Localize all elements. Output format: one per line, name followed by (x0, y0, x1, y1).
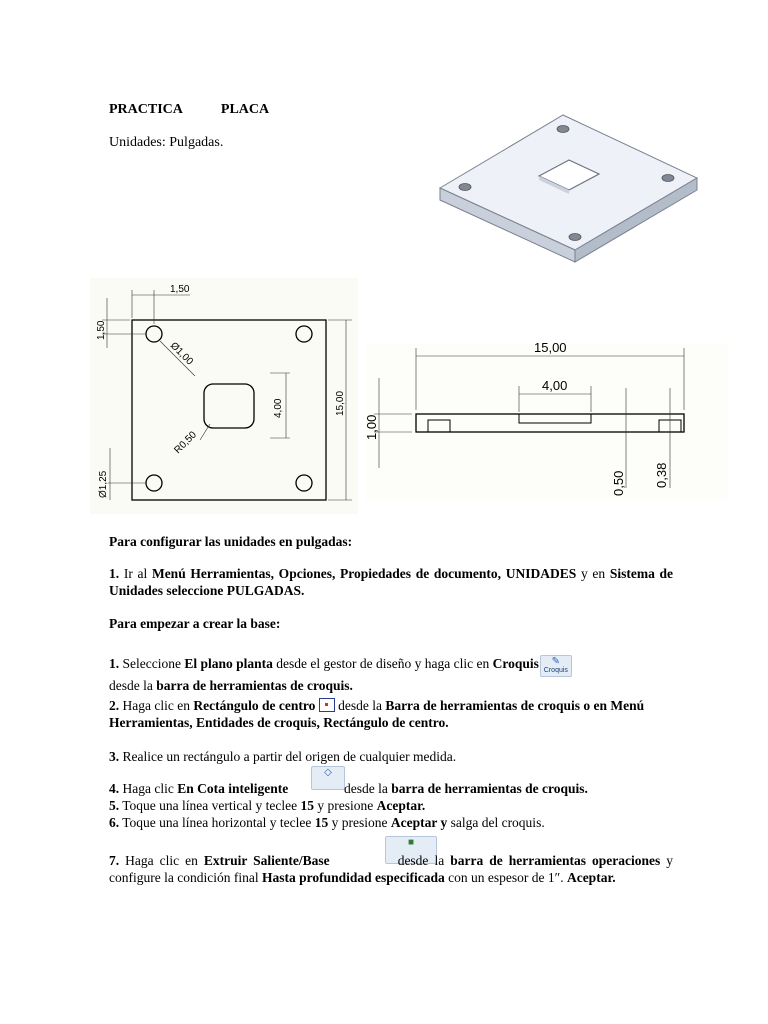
step-text: con un espesor de 1″. (444, 870, 567, 885)
base-heading (109, 615, 673, 632)
document-title (109, 102, 307, 118)
extrude-boss-icon: ■ (385, 836, 437, 864)
base-step-1 (109, 655, 673, 694)
side-view-drawing (366, 338, 728, 503)
step-text: y presione (313, 798, 377, 813)
units-label: Unidades: Pulgadas. (109, 135, 224, 150)
step-number: 2. (109, 698, 120, 713)
dim-left-offset: 1,50 (96, 320, 107, 340)
units-heading (109, 533, 673, 550)
step-text: y en (576, 566, 610, 581)
step-text: y configure la condición final (109, 853, 673, 885)
step-bold-text: Barra de herramientas de croquis o en Menú Herramientas, Entidades de croquis, Rectángulo de centro. (109, 698, 645, 730)
croquis-icon-label: Croquis (543, 667, 568, 674)
step-number: 4. (109, 781, 120, 796)
base-step-6 (109, 814, 673, 831)
croquis-icon: ✎ Croquis (540, 655, 572, 677)
step-text: Haga clic en (119, 853, 204, 868)
step-text: salga del croquis. (447, 815, 545, 830)
smart-dimension-icon: ◇ (311, 766, 345, 790)
step-bold-text: barra de herramientas de croquis. (391, 781, 588, 796)
step-text: desde la (334, 698, 386, 713)
step-number: 3. (109, 749, 120, 764)
step-bold-text: barra de herramientas operaciones (450, 853, 661, 868)
step-number: 6. (109, 815, 120, 830)
step-text: Haga clic en (119, 698, 194, 713)
step-number: 1. (109, 566, 120, 581)
step-bold-text: El plano planta (184, 656, 273, 671)
step-text: desde la (109, 678, 157, 693)
step-text: y presione (328, 815, 391, 830)
dim-height: 15,00 (335, 390, 346, 416)
step-bold-text: Extruir Saliente/Base (203, 853, 330, 868)
dim-top-offset: 1,50 (170, 284, 190, 295)
base-step-7 (109, 852, 673, 886)
base-step-3 (109, 748, 673, 765)
center-rectangle-icon (319, 698, 335, 712)
step-bold-text: Sistema de Unidades seleccione PULGADAS. (109, 566, 674, 598)
plate-3d-illustration (435, 110, 705, 270)
base-heading-text: Para empezar a crear la base: (109, 616, 281, 631)
step-text: Seleccione (119, 656, 185, 671)
step-bold-text: Hasta profundidad especificada (261, 870, 445, 885)
dim-center: 4,00 (273, 398, 284, 418)
dim-hole-diameter: Ø1,00 (167, 340, 195, 368)
dim-width: 15,00 (534, 340, 567, 355)
step-bold-text: Aceptar. (376, 798, 426, 813)
step-bold-text: 15 (314, 815, 329, 830)
dim-step-1: 0,50 (611, 470, 626, 496)
step-number: 5. (109, 798, 120, 813)
step-bold-text: Croquis (492, 656, 539, 671)
dim-step-2: 0,38 (654, 462, 669, 488)
step-text: Realice un rectángulo a partir del origen de cualquier medida. (119, 749, 457, 764)
step-text: Toque una línea vertical y teclee (119, 798, 301, 813)
step-bold-text: Aceptar. (566, 870, 616, 885)
base-step-2 (109, 697, 673, 731)
step-text: desde la (391, 853, 451, 868)
step-bold-text: barra de herramientas de croquis. (156, 678, 353, 693)
step-bold-text: En Cota inteligente (177, 781, 289, 796)
units-step-1 (109, 565, 673, 599)
top-view-drawing (90, 278, 358, 514)
step-text: Ir al (119, 566, 152, 581)
dim-pocket: 4,00 (542, 378, 568, 393)
step-number: 1. (109, 656, 120, 671)
step-bold-text: Rectángulo de centro (193, 698, 316, 713)
base-step-4-cont (344, 780, 674, 797)
step-text: desde la (344, 781, 392, 796)
step-text: Haga clic (119, 781, 178, 796)
step-bold-text: 15 (300, 798, 314, 813)
base-step-5 (109, 797, 673, 814)
step-text: Toque una línea horizontal y teclee (119, 815, 315, 830)
step-bold-text: Menú Herramientas, Opciones, Propiedades de documento, UNIDADES (151, 566, 577, 581)
step-bold-text: Aceptar y (390, 815, 448, 830)
dim-thickness: 1,00 (364, 414, 379, 440)
units-heading-text: Para configurar las unidades en pulgadas: (109, 534, 353, 549)
title-placa: PLACA (220, 102, 270, 117)
dim-fillet: R0,50 (172, 429, 199, 457)
step-number: 7. (109, 853, 120, 868)
step-text: desde el gestor de diseño y haga clic en (272, 656, 493, 671)
title-practica: PRACTICA (109, 102, 183, 117)
dim-bottom-left: Ø1,25 (98, 470, 109, 498)
